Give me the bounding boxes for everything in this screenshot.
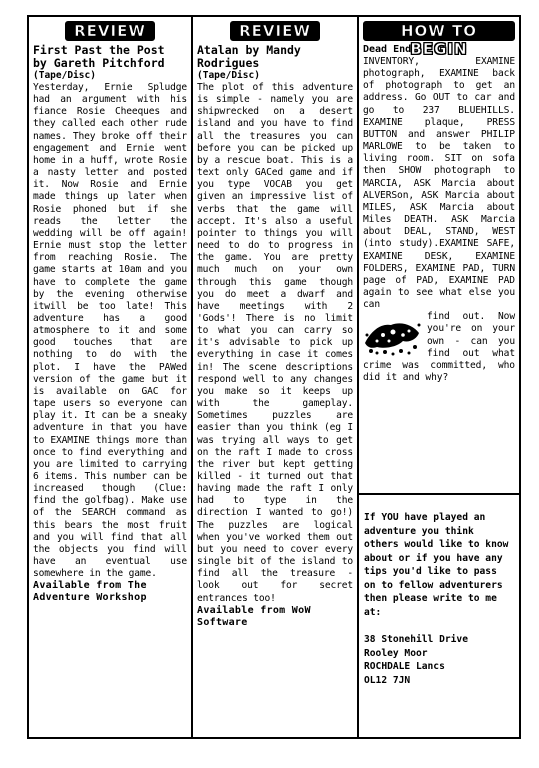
contact-section: [359, 495, 519, 737]
newsletter-page: [27, 15, 521, 739]
walkthrough-text-continued: find out. Now you're on your own - can you find out what crime was committed, who did it and why?: [363, 311, 515, 384]
review-banner: [33, 21, 187, 41]
review-banner-label: REVIEW: [65, 21, 155, 41]
review-title: First Past the Post: [33, 43, 165, 57]
review-availability: Available from The Adventure Workshop: [33, 580, 147, 604]
how-to-begin-banner-label: HOW TO BEGIN: [363, 21, 515, 41]
address-line: 38 Stonehill Drive: [364, 634, 468, 645]
review-body: The plot of this adventure is simple - namely you are shipwrecked on a desert island and you have to find all the treasures you can before you can be picked up by a rescue boat. This is a text only GACed game and if you type VOCAB you get given an impressive list of verbs that the game will accept. It's also a useful pointer to things you will need to do to progress in the game. You are pretty much much on your own through this game though you do meet a dwarf and have meetings with 2 'Gods'! There is no limit to what you can carry so it's advisable to pick up everything in case it comes in! The scene descriptions respond well to any changes you make so it keeps up with the gameplay. Sometimes puzzles are easier than you think (eg I was trying all ways to get on the raft I made to cross the river but kept getting killed - it turned out that having made the raft I only had to type in the direction I wanted to go!) The puzzles are logical when you've worked them out but you need to cover every single bit of the island to find all the treasure - look out for secret entrances too!: [197, 82, 353, 604]
walkthrough-text: INVENTORY, EXAMINE photograph, EXAMINE back of photograph to get an address. Go OUT to car and go to 237 BLUEHILLS. EXAMINE plaque, PRESS BUTTON and answer PHILIP MARLOWE to be taken to living room. SIT on sofa then SHOW photograph to MARCIA, ASK Marcia about ALVERSon, ASK Marcia about MILES, ASK Marcia about Miles DEATH. ASK Marcia about DEAL, STAND, WEST (into study).EXAMINE SAFE, EXAMINE DESK, EXAMINE FOLDERS, EXAMINE PAD, TURN page of PAD, EXAMINE PAD again to see what else you can: [363, 56, 515, 311]
game-title: Dead End: [363, 44, 412, 55]
address-line: Rooley Moor: [364, 647, 428, 659]
review-byline: by Gareth Pitchford: [33, 56, 165, 70]
review-availability: Available from WoW Software: [197, 604, 311, 628]
how-to-begin-section: [359, 17, 519, 495]
review-format: (Tape/Disc): [33, 70, 96, 81]
review-banner-label: REVIEW: [230, 21, 320, 41]
how-to-begin-column: [359, 17, 519, 737]
review-title: Atalan by Mandy Rodrigues: [197, 43, 301, 70]
address-line: ROCHDALE Lancs: [364, 661, 445, 672]
review-body: Yesterday, Ernie Spludge had an argument with his fiance Rosie Cheeques and they called each other rude names. They broke off their engagement and Ernie went home in a huff, wrote Rosie a nasty letter and posted it. Now Rosie and Ernie made things up later when Rosie phoned but if she reads the letter the wedding will be off again! Ernie must stop the letter from reaching Rosie. The game starts at 10am and you have to complete the game by the evening otherwise itwill be too late! This adventure has a good atmosphere to it and some good touches that are nothing to do with the plot. I have the PAWed version of the game but it is available on GAC for tape users so everyone can play it. It can be a sneaky adventure in that you have to EXAMINE things more than once to find everything and you are limited to carrying 6 items. This number can be increased though (Clue: find the golfbag). Make use of the SEARCH command as this bears the most fruit and you will find that all the objects you find will have an eventual use somewhere in the game.: [33, 82, 187, 580]
address-line: OL12 7JN: [364, 674, 411, 686]
postal-address: [364, 633, 514, 687]
review-format: (Tape/Disc): [197, 70, 260, 81]
review-column-atalan: [193, 17, 359, 737]
review-column-first-past-the-post: [29, 17, 193, 737]
contact-appeal: If YOU have played an adventure you think others would like to know about or if you have any tips you'd like to pass on to fellow adventurers then please write to me at:: [364, 512, 509, 618]
scribble-illustration-icon: [363, 313, 423, 357]
review-banner: [197, 21, 353, 41]
